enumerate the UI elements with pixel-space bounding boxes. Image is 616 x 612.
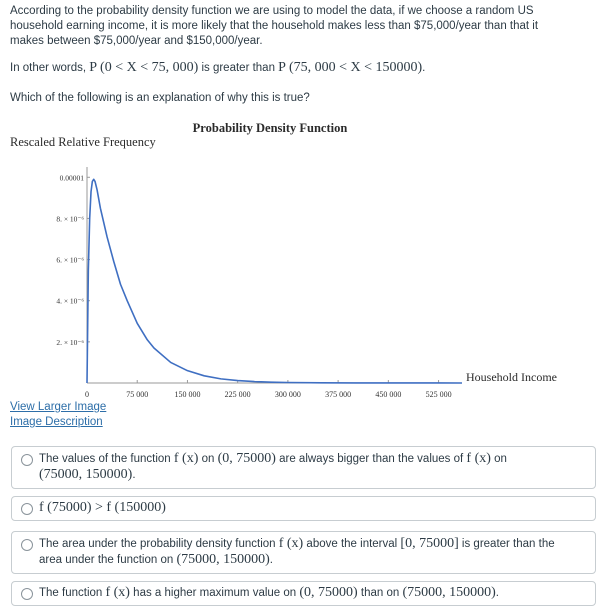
x-tick-label: 450 000 <box>375 390 402 399</box>
answer-option-2[interactable] <box>11 496 596 521</box>
x-tick-label: 225 000 <box>224 390 251 399</box>
question-restatement: In other words, P (0 < X < 75, 000) is greater than P (75, 000 < X < 150000). <box>10 60 426 75</box>
y-tick-label: 8. × 10⁻⁶ <box>56 214 84 224</box>
question-prompt: Which of the following is an explanation of why this is true? <box>10 92 310 104</box>
view-larger-image-link[interactable]: View Larger Image <box>10 401 107 413</box>
answer-option-3[interactable] <box>11 531 596 574</box>
y-tick-label: 4. × 10⁻⁶ <box>56 296 84 306</box>
radio-button-1[interactable] <box>21 454 33 466</box>
x-tick-label: 300 000 <box>274 390 301 399</box>
y-tick-label: 6. × 10⁻⁶ <box>56 255 84 265</box>
prob-rhs: P (75, 000 < X < 150000) <box>278 60 423 75</box>
prob-lhs: P (0 < X < 75, 000) <box>89 60 199 75</box>
y-tick-label: 2. × 10⁻⁶ <box>56 337 84 347</box>
pdf-curve <box>87 179 462 383</box>
x-tick-label: 525 000 <box>425 390 452 399</box>
y-tick-label: 0.00001 <box>59 173 84 183</box>
chart-title: Probability Density Function <box>192 121 348 135</box>
image-description-link[interactable]: Image Description <box>10 416 103 428</box>
x-tick-label: 375 000 <box>325 390 352 399</box>
question-intro: According to the probability density function we are using to model the data, if we choose a random US household earning income, it is more likely that the household makes less than $75,000/year than that it makes between $75,000/year and $150,000/year. <box>10 5 539 47</box>
answer-option-2-text: f (75000) > f (150000) <box>39 500 166 515</box>
answer-option-1[interactable] <box>11 446 596 489</box>
answer-option-4-text: The function f (x) has a higher maximum value on (0, 75000) than on (75000, 150000). <box>39 585 499 600</box>
x-tick-label: 75 000 <box>126 390 149 399</box>
x-axis-label: Household Income <box>466 370 557 384</box>
x-tick-label: 0 <box>85 390 89 399</box>
chart-ylabel: Rescaled Relative Frequency <box>10 135 156 149</box>
answer-option-4[interactable] <box>11 581 596 606</box>
pdf-chart <box>0 112 616 412</box>
x-tick-label: 150 000 <box>174 390 201 399</box>
radio-button-4[interactable] <box>21 588 33 600</box>
radio-button-3[interactable] <box>21 539 33 551</box>
chart-plot <box>0 112 616 412</box>
answer-option-3-text: The area under the probability density function f (x) above the interval [0, 75000] is greater than the area under the function on (75000, 150000). <box>39 536 555 567</box>
radio-button-2[interactable] <box>21 503 33 515</box>
answer-option-1-text: The values of the function f (x) on (0, 75000) are always bigger than the values of f (x) on (75000, 150000). <box>39 451 507 482</box>
